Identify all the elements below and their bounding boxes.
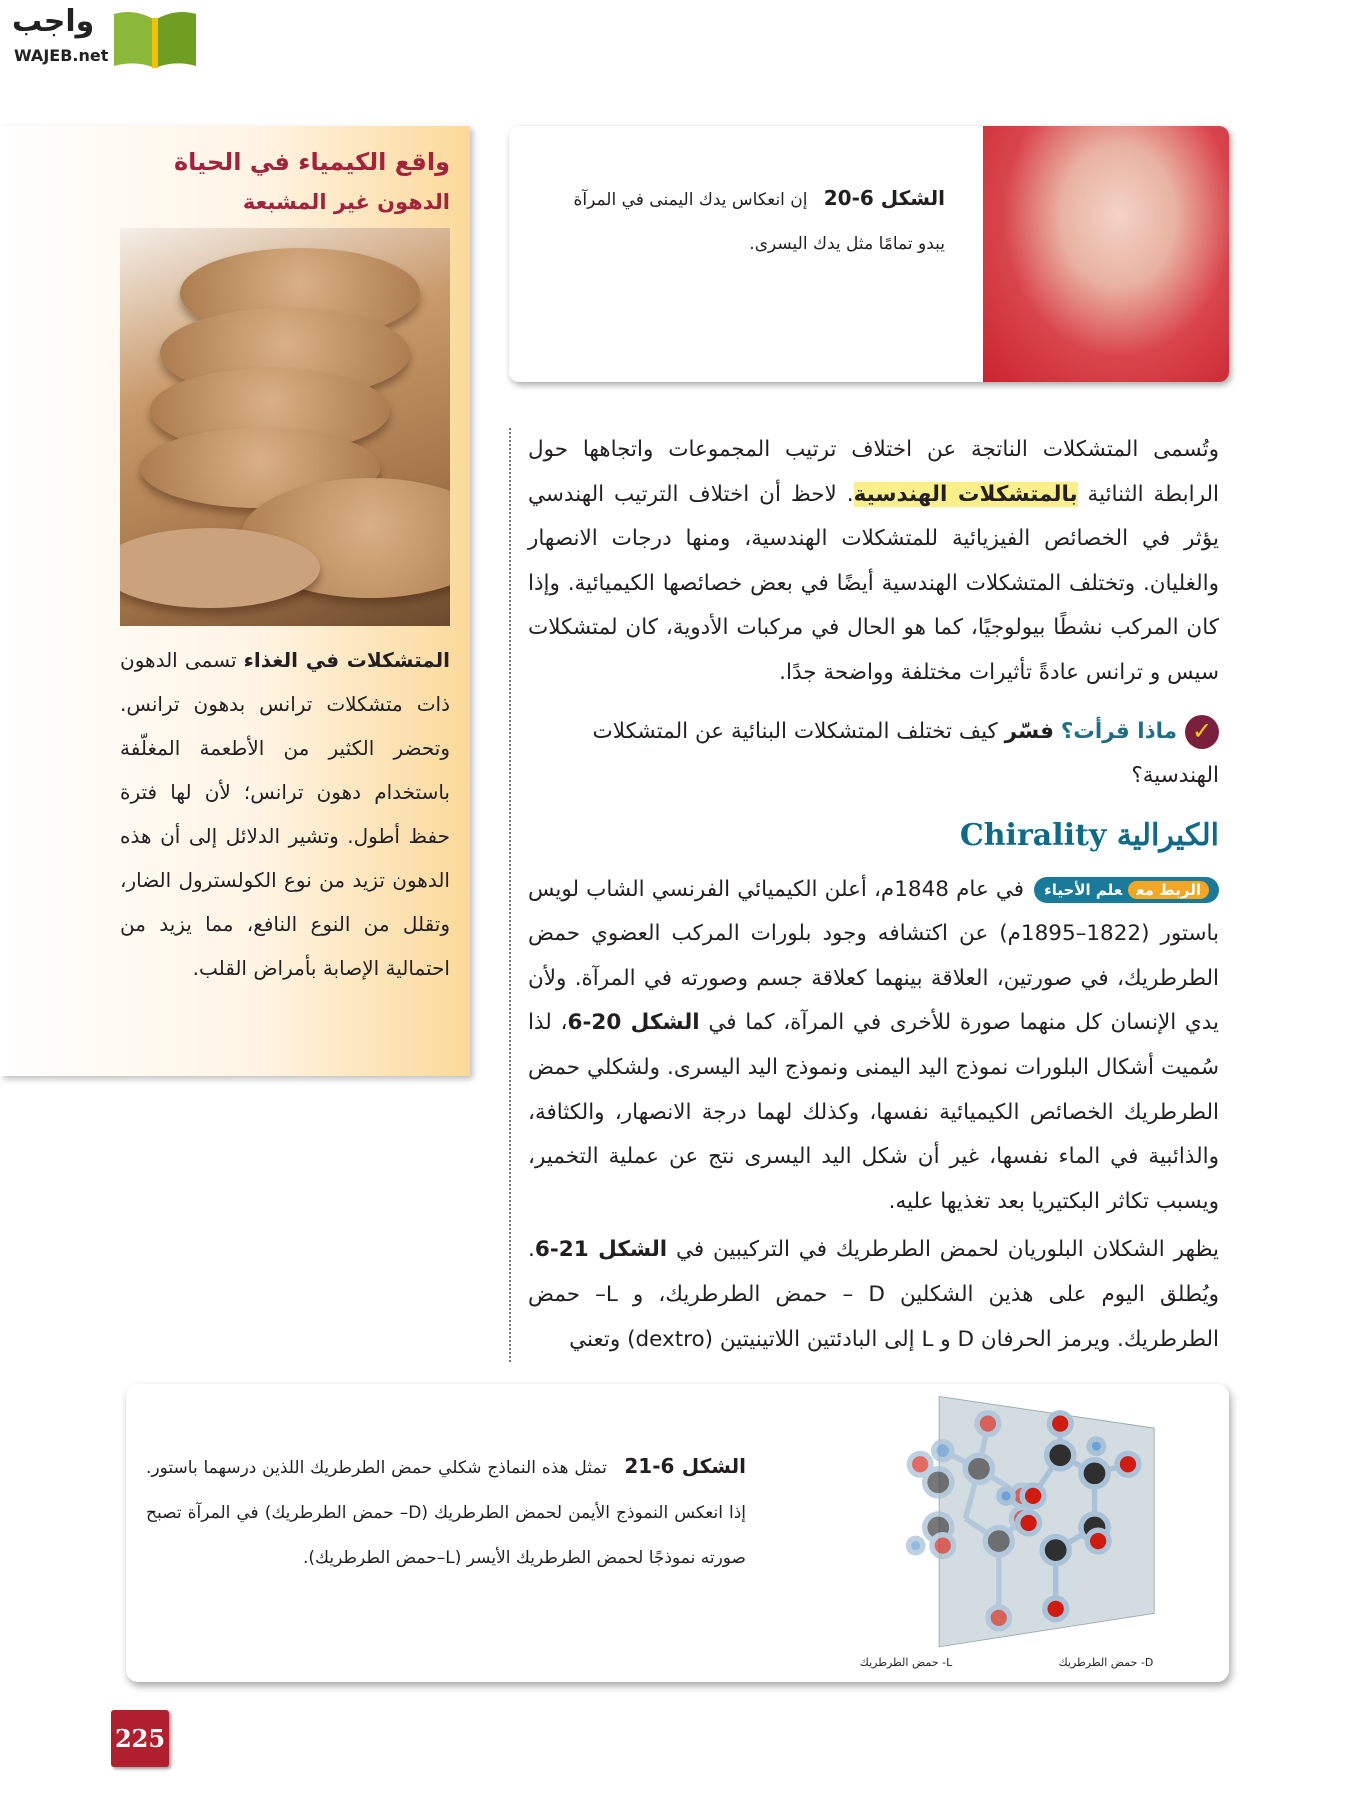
- d-tartaric-label: D- حمض الطرطريك: [1058, 1656, 1154, 1670]
- badge-label: الربط مع: [1128, 881, 1209, 899]
- section-heading-chirality: الكيرالية Chirality: [959, 817, 1219, 853]
- book-icon: [110, 8, 200, 70]
- paragraph-pasteur: [528, 868, 1219, 1225]
- text: . لاحظ أن اختلاف الترتيب الهندسي يؤثر في الخصائص الفيزيائية للمتشكلات الهندسية، ومنها درجات الانصهار والغليان. وتختلف المتشكلات الهندسية أيضًا في بعض خصائصها الكيميائية. وإذا كان المركب نشطًا بيولوجيًا، كما هو الحال في مركبات الأدوية، كان لمتشكلات سيس و ترانس عادةً تأثيرات مختلفة وواضحة جدًا.: [528, 481, 1219, 685]
- main-column: [509, 428, 1219, 1362]
- figure-6-21-caption: [146, 1444, 746, 1581]
- hand-mirror-photo: [983, 126, 1229, 382]
- text: في عام 1848م، أعلن الكيميائي الفرنسي الشاب لويس باستور (1822–1895م) عن اكتشافه وجود بلورات المركب العضوي حمض الطرطريك، في صورتين، العلاقة بينهما كعلاقة جسم وصورته في المرآة. ولأن يدي الإنسان كل منهما صورة للأخرى في المرآة، كما في: [528, 876, 1219, 1036]
- reading-check-label: ماذا قرأت؟: [1060, 718, 1177, 744]
- figure-reference[interactable]: الشكل 21-6: [534, 1237, 668, 1263]
- text: ، لذا سُميت أشكال البلورات نموذج اليد اليمنى ونموذج اليد اليسرى. ولشكلي حمض الطرطريك الخصائص الكيميائية نفسها، وكذلك لهما درجة الانصهار، والكثافة، والذائبية في الماء نفسها، غير أن شكل اليد اليسرى نتج عن عملية التخمير، ويسبب تكاثر البكتيريا بعد تغذيها عليه.: [528, 1010, 1219, 1214]
- text: وتُسمى المتشكلات الناتجة عن اختلاف ترتيب المجموعات واتجاهها حول الرابطة الثنائية: [528, 437, 1220, 507]
- figure-6-20: [509, 126, 1229, 382]
- sidebar-lead: المتشكلات في الغذاء: [243, 648, 451, 672]
- caption-text: تمثل هذه النماذج شكلي حمض الطرطريك اللذين درسهما باستور. إذا انعكس النموذج الأيمن لحمض الطرطريك (D– حمض الطرطريك) في المرآة تصبح صورته نموذجًا لحمض الطرطريك الأيسر (L–حمض الطرطريك).: [146, 1458, 746, 1569]
- highlighted-term: بالمتشكلات الهندسية: [853, 481, 1078, 507]
- logo-word: واجب: [12, 4, 95, 39]
- tartaric-acid-mirror-models: [796, 1392, 1216, 1654]
- biology-connection-badge[interactable]: [1034, 877, 1219, 903]
- checkmark-icon: ✓: [1185, 715, 1219, 749]
- figure-6-21: [126, 1384, 1229, 1682]
- paragraph-d-l-forms: [528, 1228, 1219, 1362]
- sidebar-title: واقع الكيمياء في الحياة: [174, 148, 450, 176]
- main-flow: [0, 428, 1358, 1767]
- paragraph-geometric-isomers: [528, 428, 1219, 696]
- reading-check-question: كيف تختلف المتشكلات البنائية عن المتشكلات الهندسية؟: [592, 718, 1219, 788]
- figure-6-20-caption: [545, 176, 945, 266]
- page-number: 225: [111, 1710, 169, 1767]
- logo-sub: WAJEB.net: [14, 46, 109, 65]
- figure-6-21-art: [766, 1384, 1206, 1682]
- figure-reference[interactable]: الشكل 20-6: [567, 1010, 700, 1036]
- figure-label: الشكل 6-21: [624, 1454, 746, 1479]
- caption-text: إن انعكاس يدك اليمنى في المرآة يبدو تمامًا مثل يدك اليسرى.: [573, 190, 945, 254]
- figure-label: الشكل 6-20: [823, 186, 945, 210]
- reading-check-verb: فسّر: [1004, 718, 1054, 744]
- wajeb-logo[interactable]: [10, 4, 210, 74]
- sidebar-subtitle: الدهون غير المشبعة: [242, 190, 450, 214]
- l-tartaric-label: L- حمض الطرطريك: [859, 1656, 953, 1670]
- text: يظهر الشكلان البلوريان لحمض الطرطريك في التركيبين في: [667, 1237, 1219, 1263]
- sidebar-body: تسمى الدهون ذات متشكلات ترانس بدهون ترانس. وتحضر الكثير من الأطعمة المغلّفة باستخدام دهون ترانس؛ لأن لها فترة حفظ أطول. وتشير الدلائل إلى أن هذه الدهون تزيد من نوع الكولسترول الضار، وتقلل من النوع النافع، مما يزيد من احتمالية الإصابة بأمراض القلب.: [120, 648, 450, 980]
- reading-check: [528, 710, 1219, 798]
- text: . ويُطلق اليوم على هذين الشكلين D – حمض الطرطريك، و L– حمض الطرطريك. ويرمز الحرفان D و L إلى البادئتين اللاتينيتين (dextro) وتعني: [528, 1237, 1219, 1352]
- badge-subject: علم الأحياء: [1044, 880, 1123, 899]
